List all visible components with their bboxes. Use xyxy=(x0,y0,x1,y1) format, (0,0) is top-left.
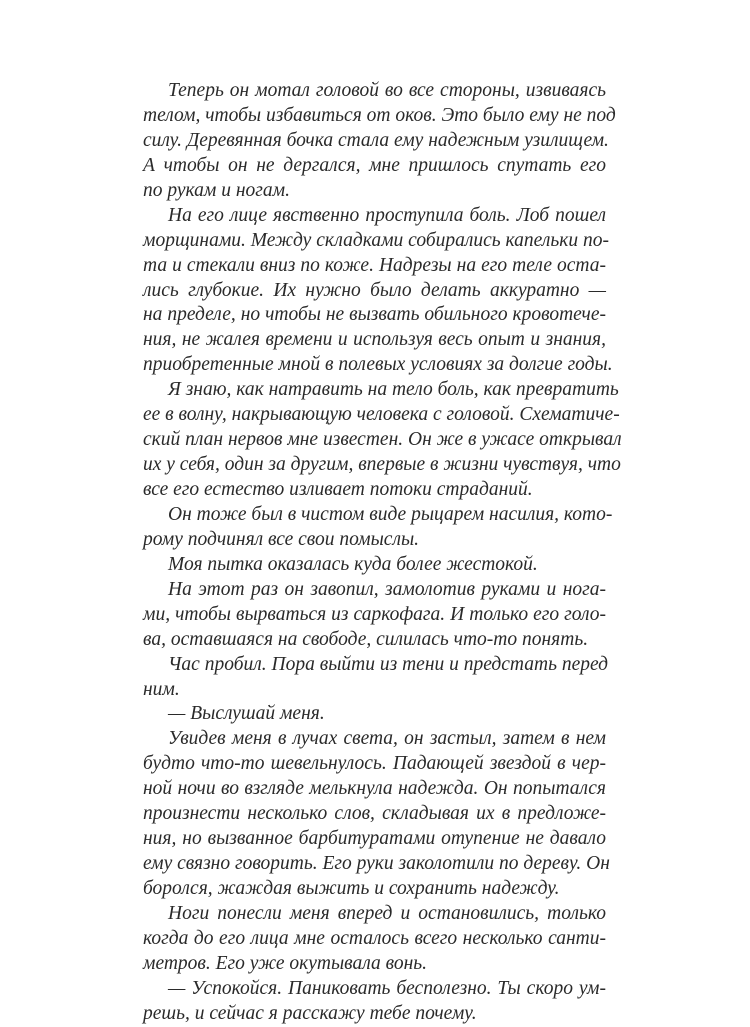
text-line: боролся, жаждая выжить и сохранить надежду. xyxy=(143,878,560,899)
text-line: та и стекали вниз по коже. Надрезы на его теле оста- xyxy=(143,254,606,276)
text-line: — Успокойся. Паниковать бесполезно. Ты скоро ум- xyxy=(168,977,606,999)
text-line: ва, оставшаяся на свободе, силилась что-то понять. xyxy=(143,628,589,650)
text-line: когда до его лица мне осталось всего несколько санти- xyxy=(143,927,606,949)
text-line: Теперь он мотал головой во все стороны, извиваясь xyxy=(168,80,606,101)
paragraph xyxy=(143,553,606,578)
paragraph xyxy=(143,378,622,503)
text-line: приобретенные мной в полевых условиях за долгие годы. xyxy=(143,354,613,376)
text-line: ему связно говорить. Его руки заколотили по дереву. Он xyxy=(143,853,610,875)
text-line: решь, и сейчас я расскажу тебе почему. xyxy=(143,1002,477,1024)
text-line: Моя пытка оказалась куда более жестокой. xyxy=(168,553,538,575)
text-line: будто что-то шевельнулось. Падающей звездой в чер- xyxy=(143,753,606,775)
text-line: рому подчинял все свои помыслы. xyxy=(143,528,420,550)
text-line: произнести несколько слов, складывая их в предложе- xyxy=(143,803,606,825)
text-line: лись глубокие. Их нужно было делать аккуратно — xyxy=(143,279,606,301)
text-line: телом, чтобы избавиться от оков. Это было ему не под xyxy=(143,104,616,126)
text-line: их у себя, один за другим, впервые в жизни чувствуя, что xyxy=(143,454,621,476)
text-line: На его лице явственно проступила боль. Лоб пошел xyxy=(168,204,606,226)
text-line: ский план нервов мне известен. Он же в ужасе открывал xyxy=(143,429,622,451)
paragraph xyxy=(143,79,616,204)
paragraph xyxy=(143,578,606,653)
text-line: ной ночи во взгляде мелькнула надежда. Он попытался xyxy=(143,778,606,800)
paragraph xyxy=(143,702,606,727)
text-line: ми, чтобы вырваться из саркофага. И только его голо- xyxy=(143,603,606,625)
text-line: ния, но вызванное барбитуратами отупение не давало xyxy=(143,828,606,850)
text-line: Ноги понесли меня вперед и остановились, только xyxy=(168,902,606,924)
text-line: ним. xyxy=(143,678,180,700)
text-line: ния, не жалея времени и используя весь опыт и знания, xyxy=(143,329,606,351)
paragraph xyxy=(143,503,613,553)
text-line: силу. Деревянная бочка стала ему надежным узилищем. xyxy=(143,129,609,151)
text-line: все его естество изливает потоки страданий. xyxy=(143,479,533,500)
text-line: на пределе, но чтобы не вызвать обильного кровотече- xyxy=(143,304,606,326)
paragraph xyxy=(143,727,610,902)
text-line: Час пробил. Пора выйти из тени и предстать перед xyxy=(168,653,609,675)
text-line: метров. Его уже окутывала вонь. xyxy=(143,952,428,974)
text-line: Увидев меня в лучах света, он застыл, затем в нем xyxy=(168,728,606,750)
text-line: Он тоже был в чистом виде рыцарем насилия, кото- xyxy=(168,503,613,525)
text-line: — Выслушай меня. xyxy=(168,703,325,725)
text-line: На этот раз он завопил, замолотив руками и нога- xyxy=(168,578,606,600)
text-line: морщинами. Между складками собирались капельки по- xyxy=(143,229,609,251)
text-line: по рукам и ногам. xyxy=(143,179,290,201)
paragraph xyxy=(143,653,609,703)
paragraph xyxy=(143,902,606,977)
paragraph xyxy=(143,204,613,379)
paragraph xyxy=(143,977,606,1027)
text-line: ее в волну, накрывающую человека с головой. Схематиче- xyxy=(143,404,620,426)
text-line: А чтобы он не дергался, мне пришлось спутать его xyxy=(143,154,606,176)
book-page-text xyxy=(143,79,622,1027)
text-line: Я знаю, как натравить на тело боль, как превратить xyxy=(168,379,619,401)
